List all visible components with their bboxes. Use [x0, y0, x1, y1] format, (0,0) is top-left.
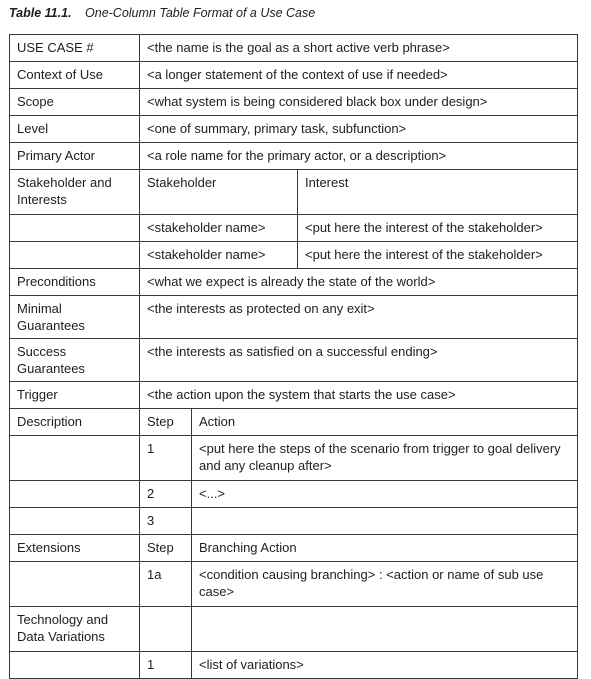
table-row [10, 89, 578, 116]
table-row [10, 607, 578, 652]
step-number: 3 [140, 508, 192, 535]
table-row [10, 269, 578, 296]
row-label: Minimal Guarantees [10, 296, 140, 339]
table-row [10, 481, 578, 508]
step-action [192, 508, 578, 535]
step-action: <...> [192, 481, 578, 508]
column-header-branching-action: Branching Action [192, 535, 578, 562]
table-row [10, 116, 578, 143]
branching-action: <condition causing branching> : <action or name of sub use case> [192, 562, 578, 607]
table-row [10, 35, 578, 62]
row-label: Description [10, 409, 140, 436]
table-number: Table 11.1. [9, 6, 72, 20]
empty-cell [10, 652, 140, 679]
table-title: One-Column Table Format of a Use Case [85, 6, 316, 20]
empty-cell [10, 562, 140, 607]
empty-cell [10, 436, 140, 481]
step-number: 1a [140, 562, 192, 607]
column-header-interest: Interest [298, 170, 578, 215]
table-caption [9, 6, 315, 20]
table-row [10, 339, 578, 382]
column-header-action: Action [192, 409, 578, 436]
row-value: <the interests as protected on any exit> [140, 296, 578, 339]
empty-cell [192, 607, 578, 652]
use-case-table [9, 34, 578, 679]
row-label: Level [10, 116, 140, 143]
empty-cell [10, 242, 140, 269]
table-row [10, 382, 578, 409]
row-value: <what we expect is already the state of the world> [140, 269, 578, 296]
table-row [10, 143, 578, 170]
row-value: <a longer statement of the context of use if needed> [140, 62, 578, 89]
row-value: <what system is being considered black box under design> [140, 89, 578, 116]
row-label: Preconditions [10, 269, 140, 296]
table-row [10, 215, 578, 242]
row-label: Technology and Data Variations [10, 607, 140, 652]
row-value: <the name is the goal as a short active verb phrase> [140, 35, 578, 62]
variation-text: <list of variations> [192, 652, 578, 679]
step-number: 1 [140, 436, 192, 481]
empty-cell [10, 508, 140, 535]
table-row [10, 409, 578, 436]
row-label: Extensions [10, 535, 140, 562]
table-row [10, 652, 578, 679]
stakeholder-interest: <put here the interest of the stakeholder> [298, 242, 578, 269]
table-row [10, 535, 578, 562]
row-value: <the interests as satisfied on a successful ending> [140, 339, 578, 382]
table-row [10, 296, 578, 339]
row-label: USE CASE # [10, 35, 140, 62]
empty-cell [140, 607, 192, 652]
table-row [10, 242, 578, 269]
table-row [10, 508, 578, 535]
row-label: Primary Actor [10, 143, 140, 170]
step-number: 2 [140, 481, 192, 508]
row-value: <the action upon the system that starts the use case> [140, 382, 578, 409]
row-label: Trigger [10, 382, 140, 409]
row-label: Scope [10, 89, 140, 116]
column-header-stakeholder: Stakeholder [140, 170, 298, 215]
step-number: 1 [140, 652, 192, 679]
table-row [10, 562, 578, 607]
row-value: <one of summary, primary task, subfunction> [140, 116, 578, 143]
column-header-step: Step [140, 535, 192, 562]
table-row [10, 436, 578, 481]
row-label: Context of Use [10, 62, 140, 89]
stakeholder-name: <stakeholder name> [140, 242, 298, 269]
stakeholder-interest: <put here the interest of the stakeholder> [298, 215, 578, 242]
step-action: <put here the steps of the scenario from trigger to goal delivery and any cleanup after> [192, 436, 578, 481]
table-row [10, 170, 578, 215]
empty-cell [10, 215, 140, 242]
row-label: Stakeholder and Interests [10, 170, 140, 215]
column-header-step: Step [140, 409, 192, 436]
table-row [10, 62, 578, 89]
empty-cell [10, 481, 140, 508]
row-value: <a role name for the primary actor, or a description> [140, 143, 578, 170]
row-label: Success Guarantees [10, 339, 140, 382]
stakeholder-name: <stakeholder name> [140, 215, 298, 242]
